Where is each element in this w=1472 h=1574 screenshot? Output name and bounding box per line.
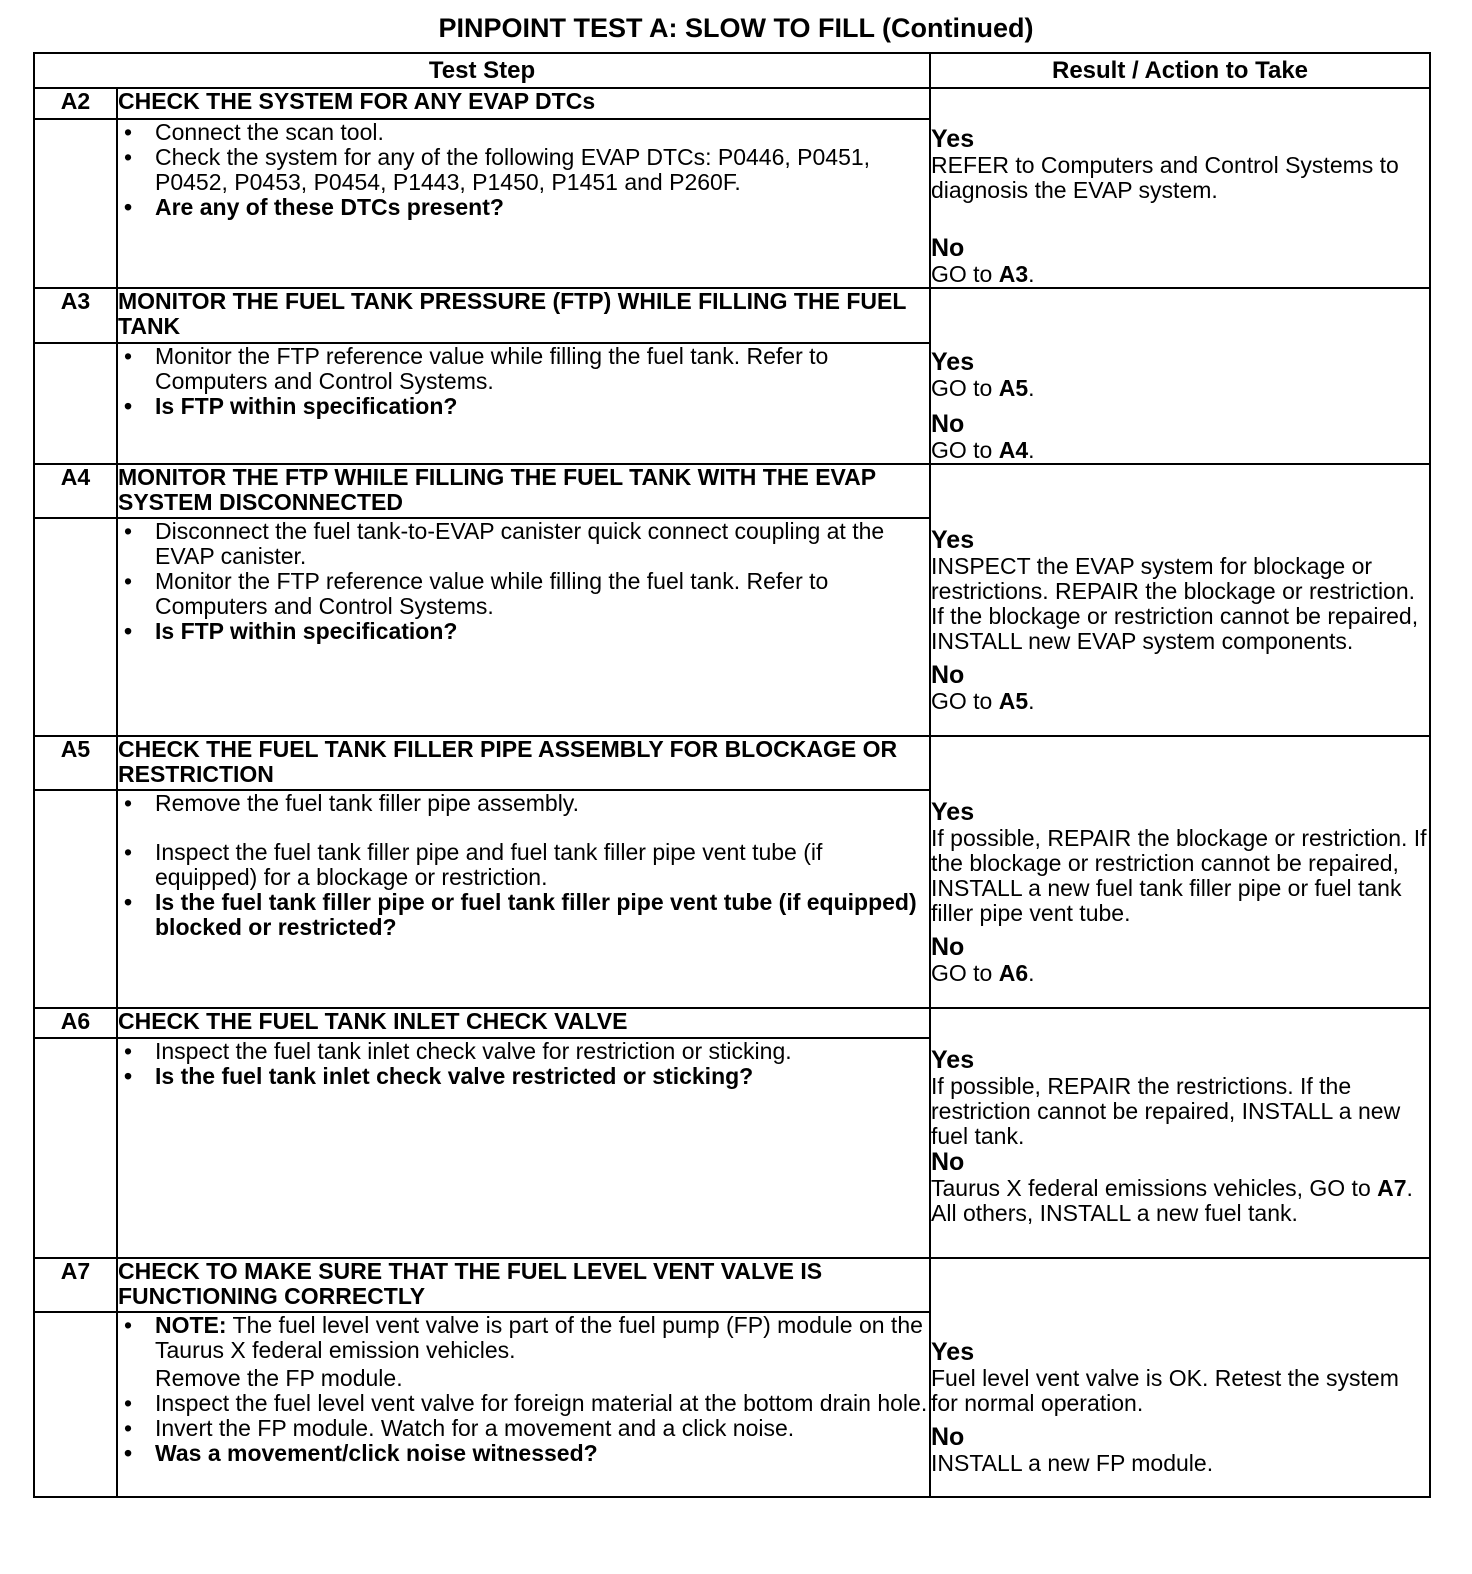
yes-action: If possible, REPAIR the restrictions. If the restriction cannot be repaired, INSTALL a new fuel tank. [931, 1073, 1401, 1149]
step-heading-row [34, 88, 1430, 119]
step-heading: CHECK THE FUEL TANK FILLER PIPE ASSEMBLY FOR BLOCKAGE OR RESTRICTION [117, 736, 930, 790]
no-action: GO to A5. [931, 688, 1035, 714]
step-heading: CHECK THE FUEL TANK INLET CHECK VALVE [117, 1008, 930, 1038]
step-id: A2 [34, 88, 117, 119]
no-action: INSTALL a new FP module. [931, 1450, 1214, 1476]
yes-label: Yes [931, 1338, 975, 1366]
step-body [117, 1312, 930, 1497]
step-body [117, 790, 930, 1008]
list-item: • Monitor the FTP reference value while filling the fuel tank. Refer to Computers and Control Systems. [155, 344, 929, 394]
list-item: • Disconnect the fuel tank-to-EVAP canister quick connect coupling at the EVAP canister. [155, 519, 929, 569]
yes-action: GO to A5. [931, 375, 1035, 401]
step-id: A7 [34, 1258, 117, 1312]
list-item: • Monitor the FTP reference value while filling the fuel tank. Refer to Computers and Control Systems. [155, 569, 929, 619]
step-body [117, 1038, 930, 1258]
yes-label: Yes [931, 348, 975, 376]
no-label: No [931, 661, 965, 689]
step-heading-row [34, 464, 1430, 518]
result-action-header: Result / Action to Take [930, 53, 1430, 88]
no-label: No [931, 1148, 965, 1176]
step-id: A5 [34, 736, 117, 790]
yes-label: Yes [931, 1046, 975, 1074]
step-body [117, 343, 930, 464]
note-label: NOTE: [155, 1312, 227, 1338]
header-row [34, 53, 1430, 88]
step-result [930, 736, 1430, 1008]
yes-action: If possible, REPAIR the blockage or restriction. If the blockage or restriction cannot be repaired, INSTALL a new fuel tank filler pipe or fuel tank filler pipe vent tube. [931, 825, 1427, 926]
note-extra: Remove the FP module. [155, 1365, 403, 1391]
note-text: The fuel level vent valve is part of the fuel pump (FP) module on the Taurus X federal emission vehicles. [155, 1312, 923, 1363]
step-body [117, 119, 930, 288]
step-heading-row [34, 1258, 1430, 1312]
no-label: No [931, 234, 965, 262]
step-heading: MONITOR THE FTP WHILE FILLING THE FUEL TANK WITH THE EVAP SYSTEM DISCONNECTED [117, 464, 930, 518]
step-result [930, 88, 1430, 288]
no-action: GO to A4. [931, 437, 1035, 463]
step-question: • Is the fuel tank filler pipe or fuel tank filler pipe vent tube (if equipped) blocked or restricted? [155, 890, 929, 940]
no-action: Taurus X federal emissions vehicles, GO to A7. All others, INSTALL a new fuel tank. [931, 1175, 1413, 1226]
step-result [930, 1258, 1430, 1497]
step-question: • Is the fuel tank inlet check valve restricted or sticking? [155, 1064, 929, 1089]
yes-label: Yes [931, 526, 975, 554]
step-question: • Is FTP within specification? [155, 619, 929, 644]
step-question: • Are any of these DTCs present? [155, 195, 929, 220]
list-item: • Invert the FP module. Watch for a movement and a click noise. [155, 1416, 929, 1441]
step-heading: CHECK TO MAKE SURE THAT THE FUEL LEVEL VENT VALVE IS FUNCTIONING CORRECTLY [117, 1258, 930, 1312]
step-heading-row [34, 1008, 1430, 1038]
step-id: A3 [34, 288, 117, 343]
page-title: PINPOINT TEST A: SLOW TO FILL (Continued) [438, 13, 1034, 43]
pinpoint-test-table [33, 52, 1431, 1498]
no-action: GO to A6. [931, 960, 1035, 986]
step-heading: CHECK THE SYSTEM FOR ANY EVAP DTCs [117, 88, 930, 119]
step-id: A6 [34, 1008, 117, 1038]
list-item: • Check the system for any of the following EVAP DTCs: P0446, P0451, P0452, P0453, P0454, P1443, P1450, P1451 and P260F. [155, 145, 929, 195]
yes-label: Yes [931, 125, 975, 153]
no-label: No [931, 410, 965, 438]
no-label: No [931, 933, 965, 961]
yes-label: Yes [931, 798, 975, 826]
list-item: • Inspect the fuel tank inlet check valve for restriction or sticking. [155, 1039, 929, 1064]
yes-action: INSPECT the EVAP system for blockage or restrictions. REPAIR the blockage or restriction. If the blockage or restriction cannot be repaired, INSTALL new EVAP system components. [931, 553, 1419, 654]
yes-action: Fuel level vent valve is OK. Retest the system for normal operation. [931, 1365, 1399, 1416]
step-body [117, 518, 930, 736]
step-heading: MONITOR THE FUEL TANK PRESSURE (FTP) WHILE FILLING THE FUEL TANK [117, 288, 930, 343]
step-id: A4 [34, 464, 117, 518]
step-heading-row [34, 736, 1430, 790]
step-question: • Is FTP within specification? [155, 394, 929, 419]
step-result [930, 1008, 1430, 1258]
step-result [930, 464, 1430, 736]
list-item: • Remove the fuel tank filler pipe assembly. [155, 791, 929, 816]
list-item: • Inspect the fuel level vent valve for foreign material at the bottom drain hole. [155, 1391, 929, 1416]
step-heading-row [34, 288, 1430, 343]
step-result [930, 288, 1430, 464]
test-step-header: Test Step [34, 53, 930, 88]
note-item [155, 1313, 929, 1363]
list-item: • Connect the scan tool. [155, 120, 929, 145]
list-item: • Inspect the fuel tank filler pipe and fuel tank filler pipe vent tube (if equipped) for a blockage or restriction. [155, 840, 929, 890]
step-question: • Was a movement/click noise witnessed? [155, 1441, 929, 1466]
no-label: No [931, 1423, 965, 1451]
yes-action: REFER to Computers and Control Systems to diagnosis the EVAP system. [931, 152, 1399, 203]
no-action: GO to A3. [931, 261, 1035, 287]
